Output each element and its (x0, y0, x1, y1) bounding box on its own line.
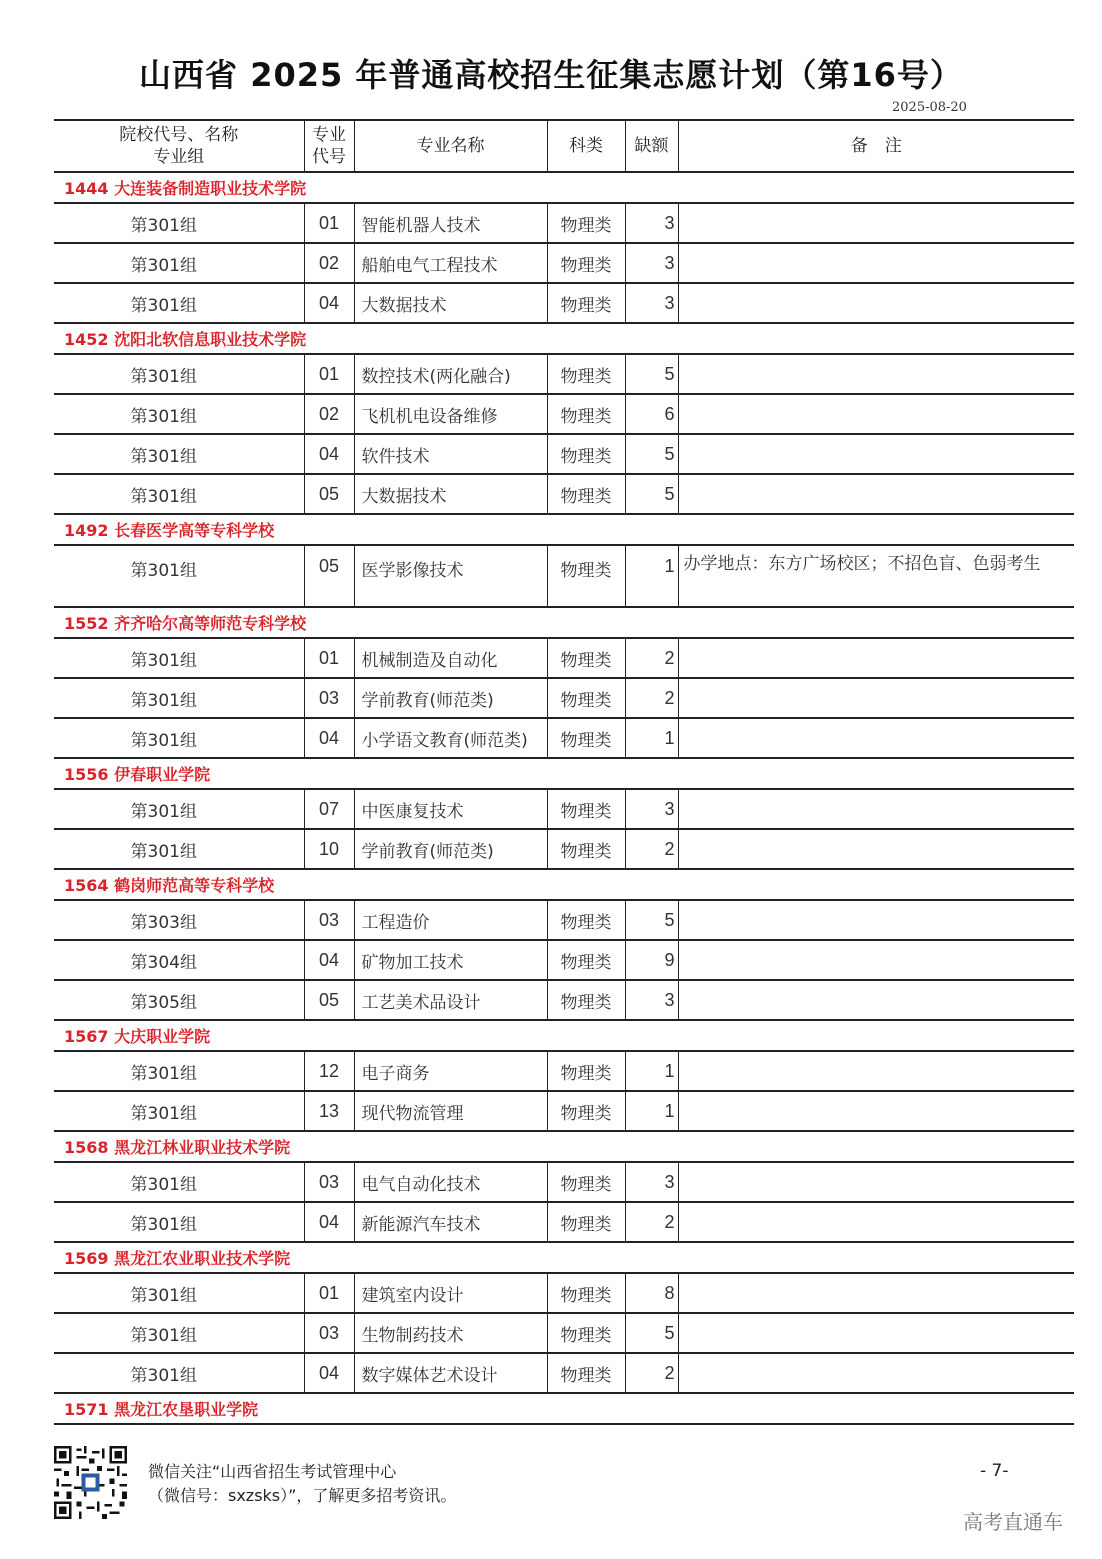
vacancy-cell: 3 (625, 203, 678, 243)
institution-name: 1452 沈阳北软信息职业技术学院 (54, 323, 1074, 354)
note-cell (678, 900, 1074, 940)
footer-notice (148, 1460, 456, 1508)
vacancy-cell: 5 (625, 474, 678, 514)
category-cell: 物理类 (547, 1091, 625, 1131)
group-cell: 第305组 (54, 980, 304, 1020)
major-name-cell: 智能机器人技术 (354, 203, 547, 243)
major-code-cell: 02 (304, 243, 354, 283)
header-vacancy: 缺额 (625, 120, 678, 172)
note-cell (678, 474, 1074, 514)
note-cell (678, 243, 1074, 283)
group-cell: 第301组 (54, 394, 304, 434)
vacancy-cell: 1 (625, 1051, 678, 1091)
major-code-cell: 03 (304, 1162, 354, 1202)
major-code-cell: 04 (304, 940, 354, 980)
table-row (54, 1202, 1074, 1242)
qr-code-icon (54, 1446, 127, 1519)
major-name-cell: 数字媒体艺术设计 (354, 1353, 547, 1393)
vacancy-cell: 8 (625, 1273, 678, 1313)
major-name-cell: 学前教育(师范类) (354, 678, 547, 718)
group-cell: 第301组 (54, 474, 304, 514)
major-name-cell: 电气自动化技术 (354, 1162, 547, 1202)
institution-name: 1444 大连装备制造职业技术学院 (54, 172, 1074, 203)
major-code-cell: 01 (304, 638, 354, 678)
major-code-cell: 04 (304, 718, 354, 758)
major-name-cell: 生物制药技术 (354, 1313, 547, 1353)
watermark: 高考直通车 (963, 1510, 1063, 1534)
table-row (54, 1313, 1074, 1353)
table-row (54, 545, 1074, 607)
major-code-cell: 03 (304, 900, 354, 940)
table-row (54, 394, 1074, 434)
table-header (54, 120, 1074, 172)
table-row (54, 434, 1074, 474)
major-code-cell: 04 (304, 1202, 354, 1242)
vacancy-cell: 5 (625, 900, 678, 940)
institution-row (54, 1131, 1074, 1162)
category-cell: 物理类 (547, 718, 625, 758)
category-cell: 物理类 (547, 829, 625, 869)
category-cell: 物理类 (547, 394, 625, 434)
group-cell: 第301组 (54, 718, 304, 758)
major-code-cell: 01 (304, 354, 354, 394)
institution-name: 1564 鹤岗师范高等专科学校 (54, 869, 1074, 900)
major-code-cell: 05 (304, 980, 354, 1020)
table-row (54, 900, 1074, 940)
note-cell (678, 1353, 1074, 1393)
note-cell (678, 980, 1074, 1020)
major-name-cell: 小学语文教育(师范类) (354, 718, 547, 758)
category-cell: 物理类 (547, 638, 625, 678)
vacancy-cell: 2 (625, 1202, 678, 1242)
note-cell (678, 394, 1074, 434)
institution-row (54, 172, 1074, 203)
group-cell: 第301组 (54, 1353, 304, 1393)
note-cell (678, 1091, 1074, 1131)
institution-name: 1552 齐齐哈尔高等师范专科学校 (54, 607, 1074, 638)
publish-date: 2025-08-20 (892, 100, 967, 115)
institution-row (54, 607, 1074, 638)
major-code-cell: 04 (304, 1353, 354, 1393)
institution-name: 1556 伊春职业学院 (54, 758, 1074, 789)
major-code-cell: 03 (304, 1313, 354, 1353)
group-cell: 第301组 (54, 354, 304, 394)
header-category: 科类 (547, 120, 625, 172)
group-cell: 第301组 (54, 434, 304, 474)
note-cell (678, 1162, 1074, 1202)
group-cell: 第301组 (54, 283, 304, 323)
institution-name: 1492 长春医学高等专科学校 (54, 514, 1074, 545)
major-code-cell: 13 (304, 1091, 354, 1131)
vacancy-cell: 3 (625, 1162, 678, 1202)
note-cell (678, 1051, 1074, 1091)
major-code-cell: 04 (304, 434, 354, 474)
group-cell: 第301组 (54, 243, 304, 283)
major-name-cell: 大数据技术 (354, 283, 547, 323)
header-note: 备 注 (678, 120, 1074, 172)
vacancy-cell: 1 (625, 718, 678, 758)
note-cell (678, 678, 1074, 718)
major-code-cell: 01 (304, 203, 354, 243)
vacancy-cell: 2 (625, 638, 678, 678)
table-row (54, 638, 1074, 678)
category-cell: 物理类 (547, 678, 625, 718)
vacancy-cell: 5 (625, 354, 678, 394)
vacancy-cell: 3 (625, 980, 678, 1020)
major-name-cell: 建筑室内设计 (354, 1273, 547, 1313)
vacancy-cell: 6 (625, 394, 678, 434)
note-cell (678, 789, 1074, 829)
major-name-cell: 数控技术(两化融合) (354, 354, 547, 394)
institution-name: 1571 黑龙江农垦职业学院 (54, 1393, 1074, 1424)
vacancy-cell: 1 (625, 545, 678, 607)
header-major: 专业名称 (354, 120, 547, 172)
note-cell (678, 1273, 1074, 1313)
category-cell: 物理类 (547, 1353, 625, 1393)
vacancy-cell: 2 (625, 678, 678, 718)
group-cell: 第301组 (54, 1202, 304, 1242)
institution-row (54, 323, 1074, 354)
group-cell: 第304组 (54, 940, 304, 980)
category-cell: 物理类 (547, 1162, 625, 1202)
note-cell (678, 638, 1074, 678)
major-code-cell: 01 (304, 1273, 354, 1313)
major-code-cell: 04 (304, 283, 354, 323)
group-cell: 第303组 (54, 900, 304, 940)
institution-row (54, 514, 1074, 545)
category-cell: 物理类 (547, 900, 625, 940)
major-name-cell: 现代物流管理 (354, 1091, 547, 1131)
major-code-cell: 05 (304, 545, 354, 607)
group-cell: 第301组 (54, 789, 304, 829)
table-row (54, 1273, 1074, 1313)
note-cell (678, 354, 1074, 394)
table-row (54, 1091, 1074, 1131)
note-cell (678, 1202, 1074, 1242)
category-cell: 物理类 (547, 243, 625, 283)
major-name-cell: 软件技术 (354, 434, 547, 474)
major-code-cell: 12 (304, 1051, 354, 1091)
group-cell: 第301组 (54, 638, 304, 678)
major-name-cell: 机械制造及自动化 (354, 638, 547, 678)
table-row (54, 283, 1074, 323)
major-code-cell: 03 (304, 678, 354, 718)
page-number: - 7- (980, 1461, 1009, 1481)
table-row (54, 203, 1074, 243)
vacancy-cell: 9 (625, 940, 678, 980)
note-cell (678, 434, 1074, 474)
institution-row (54, 758, 1074, 789)
table-row (54, 474, 1074, 514)
category-cell: 物理类 (547, 789, 625, 829)
category-cell: 物理类 (547, 434, 625, 474)
table-row (54, 1051, 1074, 1091)
group-cell: 第301组 (54, 678, 304, 718)
category-cell: 物理类 (547, 1273, 625, 1313)
note-cell: 办学地点：东方广场校区；不招色盲、色弱考生 (678, 545, 1074, 607)
footer-line-1: 微信关注“山西省招生考试管理中心 (148, 1462, 397, 1481)
institution-row (54, 869, 1074, 900)
group-cell: 第301组 (54, 1051, 304, 1091)
group-cell: 第301组 (54, 1273, 304, 1313)
major-name-cell: 大数据技术 (354, 474, 547, 514)
major-name-cell: 学前教育(师范类) (354, 829, 547, 869)
institution-name: 1569 黑龙江农业职业技术学院 (54, 1242, 1074, 1273)
major-name-cell: 医学影像技术 (354, 545, 547, 607)
group-cell: 第301组 (54, 545, 304, 607)
note-cell (678, 718, 1074, 758)
category-cell: 物理类 (547, 474, 625, 514)
major-code-cell: 07 (304, 789, 354, 829)
table-row (54, 980, 1074, 1020)
table-row (54, 1162, 1074, 1202)
note-cell (678, 1313, 1074, 1353)
category-cell: 物理类 (547, 980, 625, 1020)
header-code: 专业 代号 (304, 120, 354, 172)
major-code-cell: 02 (304, 394, 354, 434)
group-cell: 第301组 (54, 1162, 304, 1202)
table-row (54, 829, 1074, 869)
group-cell: 第301组 (54, 1091, 304, 1131)
major-name-cell: 新能源汽车技术 (354, 1202, 547, 1242)
note-cell (678, 283, 1074, 323)
note-cell (678, 203, 1074, 243)
table-row (54, 718, 1074, 758)
vacancy-cell: 2 (625, 829, 678, 869)
category-cell: 物理类 (547, 354, 625, 394)
footer-line-2: （微信号：sxzsks）”，了解更多招考资讯。 (148, 1486, 457, 1505)
category-cell: 物理类 (547, 1313, 625, 1353)
major-name-cell: 电子商务 (354, 1051, 547, 1091)
table-row (54, 1353, 1074, 1393)
enrollment-plan-table (54, 119, 1074, 1425)
institution-name: 1567 大庆职业学院 (54, 1020, 1074, 1051)
vacancy-cell: 5 (625, 434, 678, 474)
institution-row (54, 1242, 1074, 1273)
table-row (54, 678, 1074, 718)
category-cell: 物理类 (547, 1202, 625, 1242)
vacancy-cell: 1 (625, 1091, 678, 1131)
table-row (54, 940, 1074, 980)
major-name-cell: 中医康复技术 (354, 789, 547, 829)
header-school: 院校代号、名称 专业组 (54, 120, 304, 172)
group-cell: 第301组 (54, 829, 304, 869)
page-title: 山西省 2025 年普通高校招生征集志愿计划（第16号） (139, 56, 963, 94)
vacancy-cell: 2 (625, 1353, 678, 1393)
major-name-cell: 工艺美术品设计 (354, 980, 547, 1020)
note-cell (678, 940, 1074, 980)
major-name-cell: 矿物加工技术 (354, 940, 547, 980)
table-row (54, 789, 1074, 829)
major-name-cell: 飞机机电设备维修 (354, 394, 547, 434)
major-code-cell: 05 (304, 474, 354, 514)
major-code-cell: 10 (304, 829, 354, 869)
table-row (54, 354, 1074, 394)
major-name-cell: 船舶电气工程技术 (354, 243, 547, 283)
institution-row (54, 1393, 1074, 1424)
category-cell: 物理类 (547, 545, 625, 607)
group-cell: 第301组 (54, 203, 304, 243)
category-cell: 物理类 (547, 283, 625, 323)
vacancy-cell: 5 (625, 1313, 678, 1353)
table-row (54, 243, 1074, 283)
major-name-cell: 工程造价 (354, 900, 547, 940)
institution-row (54, 1020, 1074, 1051)
category-cell: 物理类 (547, 1051, 625, 1091)
vacancy-cell: 3 (625, 243, 678, 283)
category-cell: 物理类 (547, 940, 625, 980)
institution-name: 1568 黑龙江林业职业技术学院 (54, 1131, 1074, 1162)
vacancy-cell: 3 (625, 789, 678, 829)
note-cell (678, 829, 1074, 869)
group-cell: 第301组 (54, 1313, 304, 1353)
vacancy-cell: 3 (625, 283, 678, 323)
category-cell: 物理类 (547, 203, 625, 243)
